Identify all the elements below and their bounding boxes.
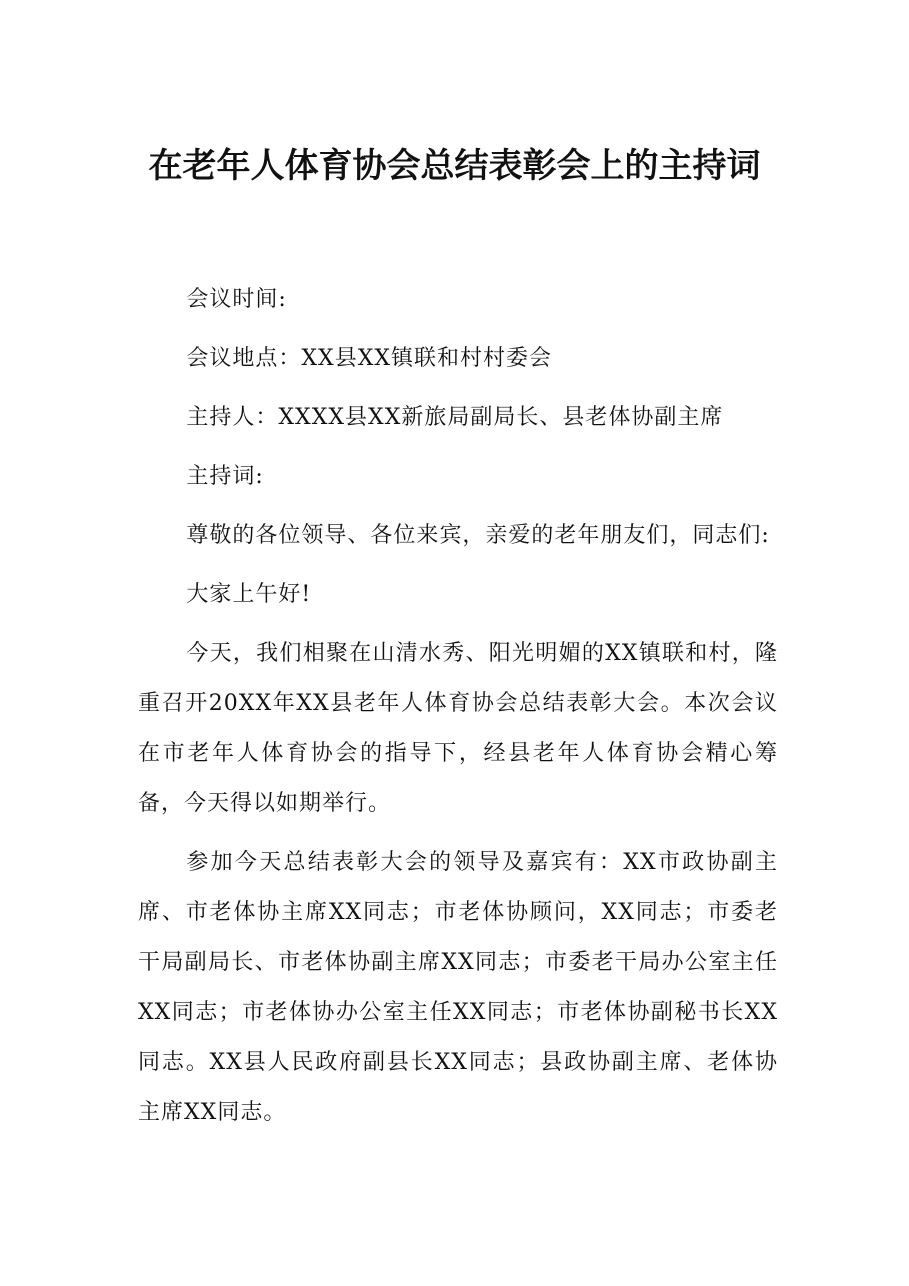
good-morning-paragraph: 大家上午好!: [186, 582, 312, 607]
opening-paragraph: 今天，我们相聚在山清水秀、阳光明媚的XX镇联和村，隆重召开20XX年XX县老年人体育协会总结表彰大会。本次会议在市老年人体育协会的指导下，经县老年人体育协会精心筹备，今天得以如期举行。: [138, 641, 778, 816]
host-speech-heading: 主持词:: [186, 464, 264, 489]
meeting-host: 主持人：XXXX县XX新旅局副局长、县老体协副主席: [186, 405, 724, 430]
meeting-time: 会议时间:: [186, 287, 287, 312]
guests-paragraph: 参加今天总结表彰大会的领导及嘉宾有：XX市政协副主席、市老体协主席XX同志；市老体协顾问，XX同志；市委老干局副局长、市老体协副主席XX同志；市委老干局办公室主任XX同志；市老体协办公室主任XX同志；市老体协副秘书长XX同志。XX县人民政府副县长XX同志；县政协副主席、老体协主席XX同志。: [138, 850, 778, 1125]
document-title: 在老年人体育协会总结表彰会上的主持词: [148, 146, 761, 186]
greeting-paragraph: 尊敬的各位领导、各位来宾，亲爱的老年朋友们，同志们:: [186, 523, 770, 548]
document-body: [138, 275, 778, 1138]
meeting-location: 会议地点：XX县XX镇联和村村委会: [186, 346, 553, 371]
